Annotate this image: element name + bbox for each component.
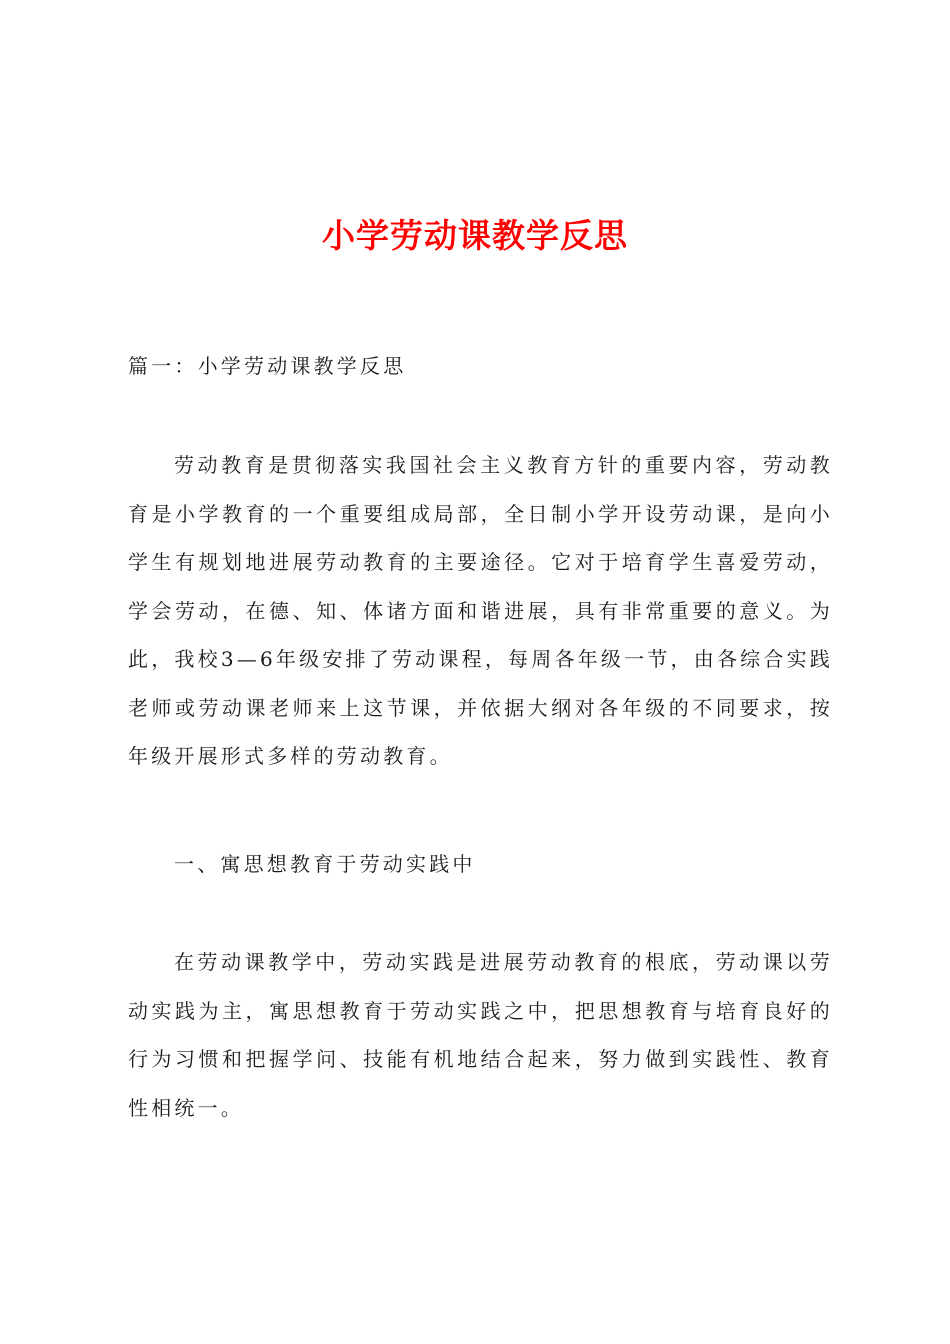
subheading-thought-education: 一、寓思想教育于劳动实践中 <box>174 852 476 876</box>
document-title: 小学劳动课教学反思 <box>322 216 628 255</box>
section-title: 篇一：小学劳动课教学反思 <box>128 354 407 378</box>
paragraph-intro: 劳动教育是贯彻落实我国社会主义教育方针的重要内容，劳动教育是小学教育的一个重要组成局部，全日制小学开设劳动课，是向小学生有规划地进展劳动教育的主要途径。它对于培育学生喜爱劳动，学会劳动，在德、知、体诸方面和谐进展，具有非常重要的意义。为此，我校3—6年级安排了劳动课程，每周各年级一节，由各综合实践老师或劳动课老师来上这节课，并依据大纲对各年级的不同要求，按年级开展形式多样的劳动教育。 <box>128 453 833 768</box>
paragraph-labor-practice: 在劳动课教学中，劳动实践是进展劳动教育的根底，劳动课以劳动实践为主，寓思想教育于劳动实践之中，把思想教育与培育良好的行为习惯和把握学问、技能有机地结合起来，努力做到实践性、教育性相统一。 <box>128 950 833 1120</box>
